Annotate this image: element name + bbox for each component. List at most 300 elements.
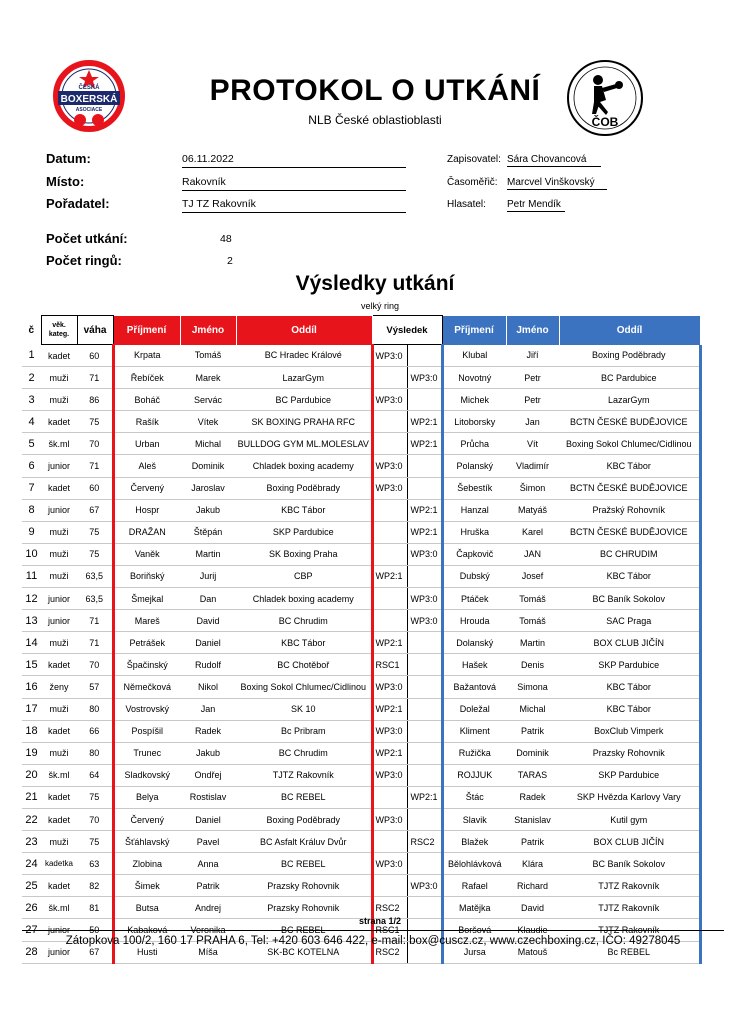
red-surname: Boriňský <box>113 565 180 587</box>
age-category: muži <box>41 543 77 565</box>
table-row <box>22 389 700 411</box>
blue-surname: Michek <box>442 389 506 411</box>
blue-name: Karel <box>506 521 559 543</box>
bout-number: 12 <box>22 588 41 610</box>
red-club: TJTZ Rakovník <box>236 764 372 786</box>
blue-club: BOX CLUB JIČÍN <box>559 831 700 853</box>
age-category: junior <box>41 610 77 632</box>
blue-surname: Slavik <box>442 808 506 830</box>
logo-left-text-3: ASOCIACE <box>75 107 103 113</box>
red-result: RSC2 <box>372 941 407 963</box>
blue-surname: Kliment <box>442 720 506 742</box>
bout-number: 20 <box>22 764 41 786</box>
weight: 64 <box>77 764 113 786</box>
red-club: BULLDOG GYM ML.MOLESLAV <box>236 433 372 455</box>
age-category: junior <box>41 919 77 941</box>
datum-value: 06.11.2022 <box>182 153 406 168</box>
red-result: WP3:0 <box>372 853 407 875</box>
pocet-utkani-value: 48 <box>220 233 232 245</box>
table-row <box>22 433 700 455</box>
red-surname: Vostrovský <box>113 698 180 720</box>
weight: 75 <box>77 786 113 808</box>
blue-name: David <box>506 897 559 919</box>
blue-club: Boxing Sokol Chlumec/Cidlinou <box>559 433 700 455</box>
red-surname: Řebíček <box>113 367 180 389</box>
logo-left-text-1: ČESKÁ <box>78 85 100 91</box>
age-category: muži <box>41 831 77 853</box>
red-result: WP3:0 <box>372 389 407 411</box>
red-club: Boxing Sokol Chlumec/Cidlinou <box>236 676 372 698</box>
blue-surname: Polanský <box>442 455 506 477</box>
red-surname: Špačinský <box>113 654 180 676</box>
red-result: WP2:1 <box>372 632 407 654</box>
header-vaha: váha <box>77 316 113 345</box>
blue-name: Tomáš <box>506 610 559 632</box>
bout-number: 21 <box>22 786 41 808</box>
red-result <box>372 588 407 610</box>
bout-number: 2 <box>22 367 41 389</box>
bout-number: 14 <box>22 632 41 654</box>
blue-name: Vít <box>506 433 559 455</box>
blue-result: WP2:1 <box>407 786 442 808</box>
red-surname: Kabaková <box>113 919 180 941</box>
red-club: BC Chrudim <box>236 742 372 764</box>
weight: 63,5 <box>77 588 113 610</box>
blue-result: WP2:1 <box>407 499 442 521</box>
red-club: BC REBEL <box>236 919 372 941</box>
document-subtitle: NLB České oblastioblasti <box>308 113 442 127</box>
red-name: Michal <box>180 433 236 455</box>
red-surname: Urban <box>113 433 180 455</box>
red-name: Anna <box>180 853 236 875</box>
red-name: Andrej <box>180 897 236 919</box>
table-row <box>22 521 700 543</box>
blue-surname: Doležal <box>442 698 506 720</box>
age-category: muži <box>41 565 77 587</box>
weight: 75 <box>77 411 113 433</box>
red-club: BC REBEL <box>236 786 372 808</box>
bout-number: 22 <box>22 808 41 830</box>
weight: 82 <box>77 875 113 897</box>
table-row <box>22 742 700 764</box>
red-club: Chladek boxing academy <box>236 588 372 610</box>
header-red-jmeno: Jméno <box>180 316 236 345</box>
blue-club: KBC Tábor <box>559 455 700 477</box>
red-name: Jakub <box>180 742 236 764</box>
blue-surname: Hrouda <box>442 610 506 632</box>
blue-club: BC Pardubice <box>559 367 700 389</box>
blue-surname: Dubský <box>442 565 506 587</box>
red-name: Dan <box>180 588 236 610</box>
blue-name: Matouš <box>506 941 559 963</box>
blue-surname: Litoborsky <box>442 411 506 433</box>
red-club: BC REBEL <box>236 853 372 875</box>
blue-surname: Hanzal <box>442 499 506 521</box>
red-surname: Šmejkal <box>113 588 180 610</box>
blue-result <box>407 808 442 830</box>
weight: 71 <box>77 455 113 477</box>
header-blue-prijmeni: Příjmení <box>442 316 506 345</box>
blue-result <box>407 389 442 411</box>
weight: 70 <box>77 433 113 455</box>
red-name: Dominik <box>180 455 236 477</box>
ring-label: velký ring <box>360 301 399 311</box>
red-club: Prazsky Rohovnik <box>236 875 372 897</box>
bout-number: 24 <box>22 853 41 875</box>
red-name: Veronika <box>180 919 236 941</box>
weight: 70 <box>77 808 113 830</box>
blue-name: Vladimír <box>506 455 559 477</box>
weight: 71 <box>77 632 113 654</box>
table-row <box>22 720 700 742</box>
blue-name: Petr <box>506 389 559 411</box>
red-name: Tomáš <box>180 345 236 367</box>
red-club: BC Asfalt Králuv Dvůr <box>236 831 372 853</box>
blue-result <box>407 345 442 367</box>
bout-number: 15 <box>22 654 41 676</box>
header-blue-jmeno: Jméno <box>506 316 559 345</box>
red-result <box>372 786 407 808</box>
blue-name: JAN <box>506 543 559 565</box>
blue-club: BCTN ČESKÉ BUDĚJOVICE <box>559 477 700 499</box>
age-category: junior <box>41 941 77 963</box>
blue-surname: Bažantová <box>442 676 506 698</box>
bout-number: 4 <box>22 411 41 433</box>
age-category: šk.ml <box>41 764 77 786</box>
weight: 57 <box>77 676 113 698</box>
blue-club: KBC Tábor <box>559 698 700 720</box>
bout-number: 13 <box>22 610 41 632</box>
header-red-prijmeni: Příjmení <box>113 316 180 345</box>
blue-result <box>407 742 442 764</box>
blue-club: TJTZ Rakovník <box>559 919 700 941</box>
red-surname: Němečková <box>113 676 180 698</box>
logo-left-text-2: BOXERSKÁ <box>60 94 118 105</box>
blue-surname: Rafael <box>442 875 506 897</box>
blue-club: BC Baník Sokolov <box>559 853 700 875</box>
blue-surname: Matějka <box>442 897 506 919</box>
blue-club: KBC Tábor <box>559 676 700 698</box>
blue-surname: Hašek <box>442 654 506 676</box>
weight: 70 <box>77 654 113 676</box>
red-result <box>372 499 407 521</box>
blue-surname: Bělohlávková <box>442 853 506 875</box>
blue-name: Martin <box>506 632 559 654</box>
blue-name: Jan <box>506 411 559 433</box>
header-kat: věk. kateg. <box>41 316 77 345</box>
red-surname: Hospr <box>113 499 180 521</box>
red-club: Bc Pribram <box>236 720 372 742</box>
blue-result <box>407 676 442 698</box>
bout-number: 7 <box>22 477 41 499</box>
red-surname: Rašík <box>113 411 180 433</box>
blue-result: WP2:1 <box>407 411 442 433</box>
weight: 71 <box>77 610 113 632</box>
red-surname: Zlobina <box>113 853 180 875</box>
bout-number: 19 <box>22 742 41 764</box>
bout-number: 6 <box>22 455 41 477</box>
blue-club: Prazsky Rohovnik <box>559 742 700 764</box>
blue-club: SKP Pardubice <box>559 764 700 786</box>
red-result: WP3:0 <box>372 676 407 698</box>
footer-address: Zátopkova 100/2, 160 17 PRAHA 6, Tel: +420 603 646 422, e-mail: box@cuscz.cz, www.czechboxing.cz, IČO: 49278045 <box>65 935 681 947</box>
results-table <box>22 315 702 964</box>
red-surname: Šimek <box>113 875 180 897</box>
table-row <box>22 477 700 499</box>
blue-surname: Boršová <box>442 919 506 941</box>
red-surname: Vaněk <box>113 543 180 565</box>
blue-result: WP3:0 <box>407 875 442 897</box>
red-name: Daniel <box>180 632 236 654</box>
red-name: Štěpán <box>180 521 236 543</box>
weight: 67 <box>77 941 113 963</box>
table-row <box>22 610 700 632</box>
blue-club: SKP Hvězda Karlovy Vary <box>559 786 700 808</box>
blue-result: WP2:1 <box>407 433 442 455</box>
red-result: WP2:1 <box>372 742 407 764</box>
blue-name: Radek <box>506 786 559 808</box>
blue-surname: Čapkovič <box>442 543 506 565</box>
misto-label: Místo: <box>46 174 85 189</box>
red-result: WP3:0 <box>372 720 407 742</box>
red-club: BC Chotěboř <box>236 654 372 676</box>
datum-label: Datum: <box>46 151 91 166</box>
blue-name: Stanislav <box>506 808 559 830</box>
red-surname: Sladkovský <box>113 764 180 786</box>
red-name: Jakub <box>180 499 236 521</box>
bout-number: 1 <box>22 345 41 367</box>
red-name: Vítek <box>180 411 236 433</box>
red-surname: Butsa <box>113 897 180 919</box>
age-category: kadet <box>41 411 77 433</box>
table-row <box>22 831 700 853</box>
red-name: Míša <box>180 941 236 963</box>
blue-result: WP3:0 <box>407 588 442 610</box>
header-blue-oddil: Oddíl <box>559 316 700 345</box>
red-name: Jaroslav <box>180 477 236 499</box>
red-club: SK Boxing Praha <box>236 543 372 565</box>
table-row <box>22 543 700 565</box>
blue-surname: Štác <box>442 786 506 808</box>
weight: 75 <box>77 521 113 543</box>
weight: 81 <box>77 897 113 919</box>
age-category: muži <box>41 632 77 654</box>
pocet-utkani-label: Počet utkání: <box>46 231 128 246</box>
age-category: ženy <box>41 676 77 698</box>
blue-result <box>407 698 442 720</box>
red-name: Jurij <box>180 565 236 587</box>
bout-number: 17 <box>22 698 41 720</box>
red-club: SKP Pardubice <box>236 521 372 543</box>
blue-name: Dominik <box>506 742 559 764</box>
red-name: Radek <box>180 720 236 742</box>
blue-surname: ROJJUK <box>442 764 506 786</box>
casomeric-label: Časoměřič: <box>447 177 498 188</box>
weight: 66 <box>77 720 113 742</box>
zapisovatel-label: Zapisovatel: <box>447 154 501 165</box>
red-result: RSC1 <box>372 654 407 676</box>
blue-surname: Dolanský <box>442 632 506 654</box>
weight: 80 <box>77 742 113 764</box>
cob-logo <box>562 58 648 138</box>
red-surname: Trunec <box>113 742 180 764</box>
blue-surname: Novotný <box>442 367 506 389</box>
blue-name: Klára <box>506 853 559 875</box>
red-surname: Mareš <box>113 610 180 632</box>
red-name: Patrik <box>180 875 236 897</box>
weight: 80 <box>77 698 113 720</box>
red-surname: Pospíšil <box>113 720 180 742</box>
blue-club: Pražský Rohovník <box>559 499 700 521</box>
red-club: BC Pardubice <box>236 389 372 411</box>
blue-club: BC Baník Sokolov <box>559 588 700 610</box>
red-surname: Červený <box>113 477 180 499</box>
weight: 71 <box>77 367 113 389</box>
blue-club: Boxing Poděbrady <box>559 345 700 367</box>
blue-name: Denis <box>506 654 559 676</box>
table-row <box>22 345 700 367</box>
blue-name: Simona <box>506 676 559 698</box>
table-row <box>22 588 700 610</box>
red-surname: Aleš <box>113 455 180 477</box>
bout-number: 8 <box>22 499 41 521</box>
bout-number: 10 <box>22 543 41 565</box>
blue-club: SKP Pardubice <box>559 654 700 676</box>
red-name: David <box>180 610 236 632</box>
red-result: WP2:1 <box>372 565 407 587</box>
bout-number: 9 <box>22 521 41 543</box>
document-title: PROTOKOL O UTKÁNÍ <box>209 74 541 107</box>
blue-surname: Průcha <box>442 433 506 455</box>
blue-name: Michal <box>506 698 559 720</box>
weight: 86 <box>77 389 113 411</box>
red-result <box>372 610 407 632</box>
age-category: muži <box>41 367 77 389</box>
age-category: muži <box>41 389 77 411</box>
blue-club: BOX CLUB JIČÍN <box>559 632 700 654</box>
table-row <box>22 698 700 720</box>
blue-name: Matyáš <box>506 499 559 521</box>
blue-result <box>407 853 442 875</box>
blue-name: Patrik <box>506 831 559 853</box>
blue-club: BCTN ČESKÉ BUDĚJOVICE <box>559 411 700 433</box>
blue-result <box>407 720 442 742</box>
bout-number: 11 <box>22 565 41 587</box>
bout-number: 16 <box>22 676 41 698</box>
red-surname: Husti <box>113 941 180 963</box>
bout-number: 23 <box>22 831 41 853</box>
age-category: muži <box>41 742 77 764</box>
red-name: Daniel <box>180 808 236 830</box>
age-category: šk.ml <box>41 897 77 919</box>
poradatel-label: Pořadatel: <box>46 196 110 211</box>
red-result: WP2:1 <box>372 698 407 720</box>
red-surname: Boháč <box>113 389 180 411</box>
red-result: WP3:0 <box>372 764 407 786</box>
results-title: Výsledky utkání <box>295 272 455 295</box>
blue-surname: Hruška <box>442 521 506 543</box>
blue-club: Bc REBEL <box>559 941 700 963</box>
table-row <box>22 654 700 676</box>
red-surname: Petrášek <box>113 632 180 654</box>
age-category: junior <box>41 499 77 521</box>
blue-result: WP2:1 <box>407 521 442 543</box>
blue-result <box>407 764 442 786</box>
table-row <box>22 499 700 521</box>
age-category: muži <box>41 698 77 720</box>
weight: 63,5 <box>77 565 113 587</box>
blue-club: Kutil gym <box>559 808 700 830</box>
red-name: Marek <box>180 367 236 389</box>
blue-name: Klaudie <box>506 919 559 941</box>
table-row <box>22 455 700 477</box>
red-name: Pavel <box>180 831 236 853</box>
bout-number: 18 <box>22 720 41 742</box>
bout-number: 27 <box>22 919 41 941</box>
results-header-row <box>22 316 700 345</box>
table-row <box>22 367 700 389</box>
red-result: WP3:0 <box>372 345 407 367</box>
red-surname: DRAŽAN <box>113 521 180 543</box>
footer-divider <box>22 930 724 931</box>
table-row <box>22 875 700 897</box>
red-result <box>372 433 407 455</box>
pocet-ringu-label: Počet ringů: <box>46 253 122 268</box>
red-name: Martin <box>180 543 236 565</box>
table-row <box>22 808 700 830</box>
red-name: Nikol <box>180 676 236 698</box>
poradatel-value: TJ TZ Rakovník <box>182 198 406 213</box>
blue-name: Šimon <box>506 477 559 499</box>
red-club: Boxing Poděbrady <box>236 808 372 830</box>
blue-surname: Ružička <box>442 742 506 764</box>
age-category: junior <box>41 455 77 477</box>
red-surname: Krpata <box>113 345 180 367</box>
blue-result: WP3:0 <box>407 367 442 389</box>
weight: 67 <box>77 499 113 521</box>
red-result <box>372 411 407 433</box>
red-club: SK-BC KOTELNA <box>236 941 372 963</box>
blue-club: BCTN ČESKÉ BUDĚJOVICE <box>559 521 700 543</box>
header-vysledek: Výsledek <box>372 316 442 345</box>
weight: 63 <box>77 853 113 875</box>
age-category: kadet <box>41 654 77 676</box>
red-name: Jan <box>180 698 236 720</box>
red-club: BC Chrudim <box>236 610 372 632</box>
blue-result: WP3:0 <box>407 610 442 632</box>
blue-result <box>407 654 442 676</box>
red-result: WP3:0 <box>372 455 407 477</box>
blue-surname: Blažek <box>442 831 506 853</box>
red-result <box>372 875 407 897</box>
red-club: Prazsky Rohovnik <box>236 897 372 919</box>
blue-result <box>407 632 442 654</box>
red-club: SK 10 <box>236 698 372 720</box>
blue-club: TJTZ Rakovník <box>559 897 700 919</box>
age-category: kadetka <box>41 853 77 875</box>
blue-name: Richard <box>506 875 559 897</box>
blue-result <box>407 565 442 587</box>
red-result <box>372 521 407 543</box>
blue-name: TARAS <box>506 764 559 786</box>
pocet-ringu-value: 2 <box>227 255 233 267</box>
red-result <box>372 831 407 853</box>
age-category: junior <box>41 588 77 610</box>
table-row <box>22 764 700 786</box>
zapisovatel-value: Sára Chovancová <box>507 154 601 167</box>
red-result: RSC2 <box>372 897 407 919</box>
age-category: muži <box>41 521 77 543</box>
